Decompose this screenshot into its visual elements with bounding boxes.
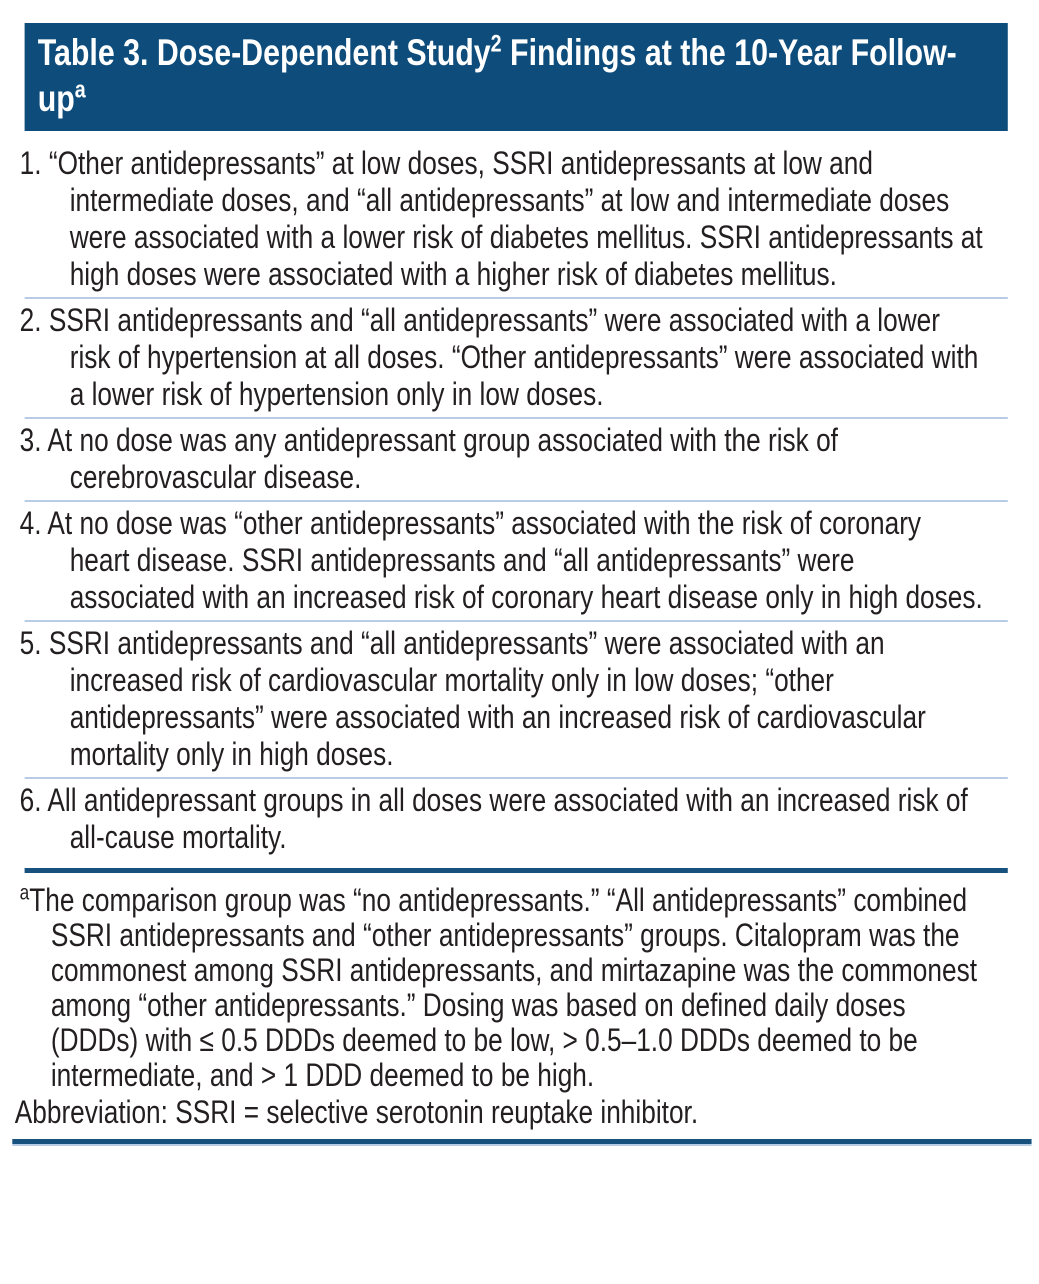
finding-number: 2. [19, 302, 42, 338]
finding-number: 5. [19, 625, 42, 661]
finding-number: 3. [19, 422, 42, 458]
content-area [0, 23, 1039, 1146]
finding-item-1 [10, 142, 1007, 297]
footnote-marker: a [19, 881, 30, 905]
finding-text: SSRI antidepressants and “all antidepressants” were associated with a lower risk of hypertension at all doses. “Other antidepressants” were associated with a lower risk of hypertension only in low doses. [48, 302, 979, 412]
finding-number: 6. [19, 782, 42, 818]
table-title-text: Table 3. Dose-Dependent Study [37, 32, 491, 73]
finding-number: 4. [19, 505, 42, 541]
table-title-text-continued: Findings at the 10-Year Follow-up [37, 32, 957, 119]
bottom-rule-light-line [12, 1144, 1031, 1146]
finding-text: At no dose was any antidepressant group associated with the risk of cerebrovascular disease. [47, 422, 838, 495]
finding-item-2 [10, 299, 1007, 417]
footnote [10, 883, 1007, 1093]
finding-item-6 [10, 779, 1007, 860]
findings-list [10, 142, 1007, 860]
title-footnote-marker: a [74, 76, 86, 104]
finding-text: At no dose was “other antidepressants” associated with the risk of coronary heart disease. SSRI antidepressants and “all antidepressants” were associated with an increased risk of coronary heart disease only in high doses. [47, 505, 983, 615]
table-title-banner [25, 23, 1008, 131]
footnote-separator-rule [25, 868, 1008, 873]
finding-item-5 [10, 622, 1007, 777]
footnote-text: The comparison group was “no antidepressants.” “All antidepressants” combined SSRI antidepressants and “other antidepressants” groups. Citalopram was the commonest among SSRI antidepressants, and mirtazapine was the commonest among “other antidepressants.” Dosing was based on defined daily doses (DDDs) with ≤ 0.5 DDDs deemed to be low, > 0.5–1.0 DDDs deemed to be intermediate, and > 1 DDD deemed to be high. [29, 882, 977, 1093]
finding-text: All antidepressant groups in all doses were associated with an increased risk of all-cause mortality. [47, 782, 968, 855]
finding-number: 1. [19, 145, 42, 181]
finding-item-3 [10, 419, 1007, 500]
finding-text: SSRI antidepressants and “all antidepressants” were associated with an increased risk of cardiovascular mortality only in low doses; “other antidepressants” were associated with an increased risk of cardiovascular mortality only in high doses. [48, 625, 926, 772]
abbreviation-line: Abbreviation: SSRI = selective serotonin reuptake inhibitor. [14, 1094, 699, 1130]
finding-text: “Other antidepressants” at low doses, SSRI antidepressants at low and intermediate doses, and “all antidepressants” at low and intermediate doses were associated with a lower risk of diabetes mellitus. SSRI antidepressants at high doses were associated with a higher risk of diabetes mellitus. [48, 145, 983, 292]
bottom-border-rule [12, 1139, 1031, 1146]
finding-item-4 [10, 502, 1007, 620]
title-reference-superscript: 2 [490, 30, 502, 58]
